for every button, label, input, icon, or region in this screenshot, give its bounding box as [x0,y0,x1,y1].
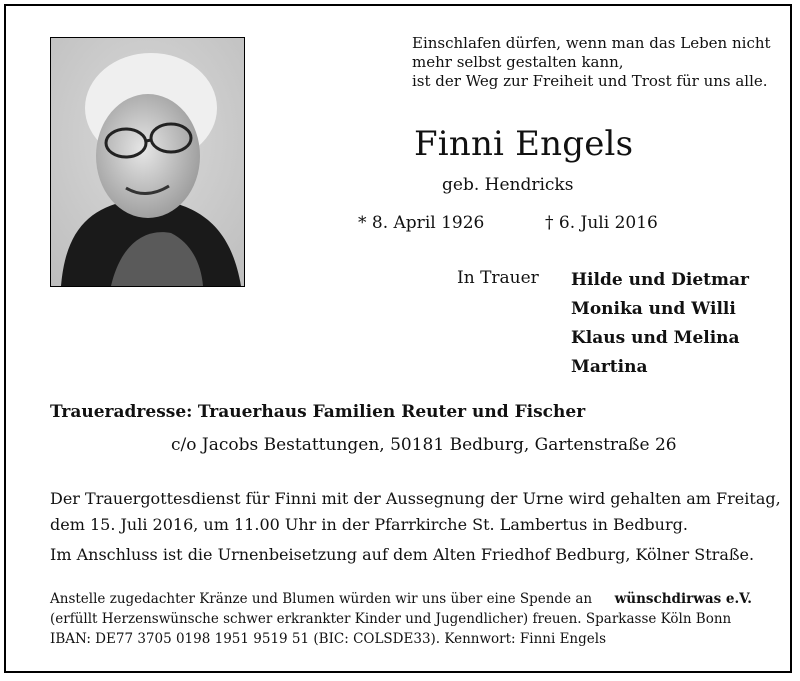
quote-line: ist der Weg zur Freiheit und Trost für uns alle. [412,72,768,90]
donation-info [50,589,752,649]
memorial-quote [412,34,772,91]
mourner-name: Klaus und Melina [571,328,740,348]
mourner-name: Martina [571,357,648,377]
service-line: dem 15. Juli 2016, um 11.00 Uhr in der Pfarrkirche St. Lambertus in Bedburg. [50,515,688,534]
birth-name: geb. Hendricks [442,175,574,195]
portrait-photo [50,37,245,287]
donation-bank: IBAN: DE77 3705 0198 1951 9519 51 (BIC: COLSDE33). Kennwort: Finni Engels [50,631,606,647]
service-line: Der Trauergottesdienst für Finni mit der Aussegnung der Urne wird gehalten am Freitag, [50,489,781,508]
mourner-name: Monika und Willi [571,299,736,319]
death-date: † 6. Juli 2016 [545,213,658,233]
burial-info: Im Anschluss ist die Urnenbeisetzung auf dem Alten Friedhof Bedburg, Kölner Straße. [50,545,755,564]
address-line: c/o Jacobs Bestattungen, 50181 Bedburg, Gartenstraße 26 [171,435,677,455]
quote-line: Einschlafen dürfen, wenn man das Leben nicht [412,34,771,52]
birth-date: * 8. April 1926 [358,213,485,233]
mourners-list [571,266,749,382]
mourner-name: Hilde und Dietmar [571,270,749,290]
donation-org: wünschdirwas e.V. [614,591,752,607]
mourning-label: In Trauer [457,268,539,288]
service-info [50,486,781,538]
mourning-address [50,402,585,422]
address-label: Traueradresse: [50,402,193,422]
donation-line: Anstelle zugedachter Kränze und Blumen würden wir uns über eine Spende an [50,591,593,607]
address-house: Trauerhaus Familien Reuter und Fischer [197,402,586,422]
deceased-name: Finni Engels [414,124,634,164]
portrait-image [51,38,244,286]
donation-line: (erfüllt Herzenswünsche schwer erkrankter Kinder und Jugendlicher) freuen. Sparkasse Köln Bonn [50,611,732,627]
quote-line: mehr selbst gestalten kann, [412,53,624,71]
